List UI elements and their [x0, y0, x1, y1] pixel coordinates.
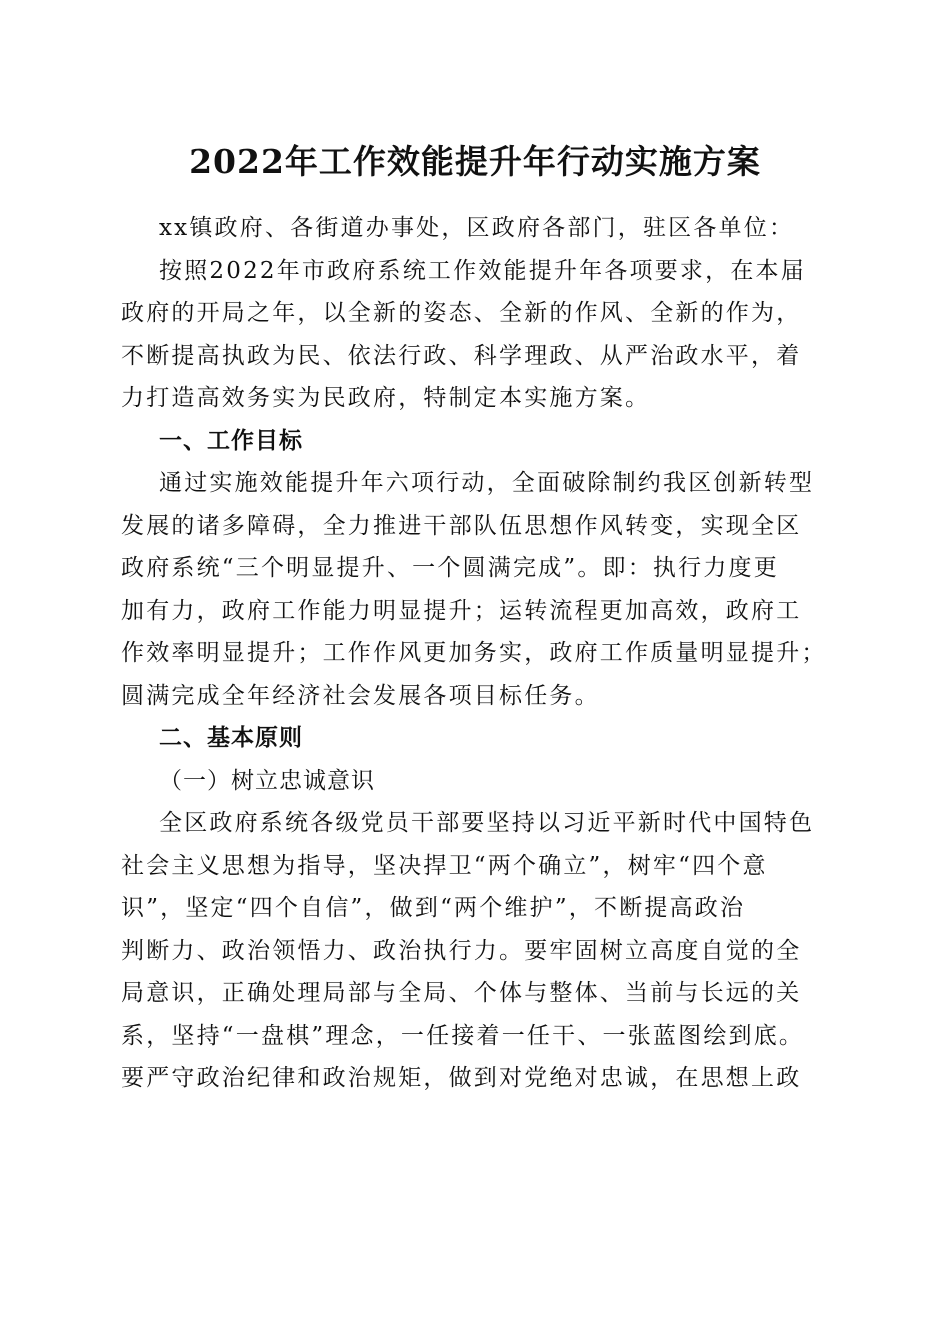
section-heading: 一、工作目标: [159, 427, 303, 454]
body-line: 加有力，政府工作能力明显提升；运转流程更加高效，政府工: [121, 597, 802, 624]
body-line: 圆满完成全年经济社会发展各项目标任务。: [121, 682, 600, 709]
subsection-heading: （一）树立忠诚意识: [159, 767, 375, 794]
body-line: xx镇政府、各街道办事处，区政府各部门，驻区各单位：: [159, 215, 795, 241]
body-line: 作效率明显提升；工作作风更加务实，政府工作质量明显提升；: [121, 640, 827, 666]
body-line: 不断提高执政为民、依法行政、科学理政、从严治政水平，着: [121, 342, 802, 369]
body-line: 发展的诸多障碍，全力推进干部队伍思想作风转变，实现全区: [121, 512, 802, 539]
body-line: 系，坚持“一盘棋”理念，一任接着一任干、一张蓝图绘到底。: [121, 1022, 805, 1049]
section-heading: 二、基本原则: [159, 725, 303, 751]
body-line: 社会主义思想为指导，坚决捍卫“两个确立”，树牢“四个意: [121, 852, 768, 879]
body-line: 判断力、政治领悟力、政治执行力。要牢固树立高度自觉的全: [121, 937, 802, 964]
body-line: 政府的开局之年，以全新的姿态、全新的作风、全新的作为，: [121, 300, 802, 326]
body-line: 政府系统“三个明显提升、一个圆满完成”。即：执行力度更: [121, 555, 779, 581]
body-line: 全区政府系统各级党员干部要坚持以习近平新时代中国特色: [159, 810, 815, 836]
body-line: 通过实施效能提升年六项行动，全面破除制约我区创新转型: [159, 470, 815, 496]
document-title: 2022年工作效能提升年行动实施方案: [189, 142, 761, 181]
body-line: 局意识，正确处理局部与全局、个体与整体、当前与长远的关: [121, 980, 802, 1006]
body-line: 要严守政治纪律和政治规矩，做到对党绝对忠诚，在思想上政: [121, 1065, 802, 1091]
body-line: 力打造高效务实为民政府，特制定本实施方案。: [121, 385, 651, 411]
document-body: [121, 207, 831, 1100]
body-line: 按照2022年市政府系统工作效能提升年各项要求，在本届: [159, 257, 806, 284]
body-line: 识”，坚定“四个自信”，做到“两个维护”，不断提高政治: [121, 895, 746, 921]
